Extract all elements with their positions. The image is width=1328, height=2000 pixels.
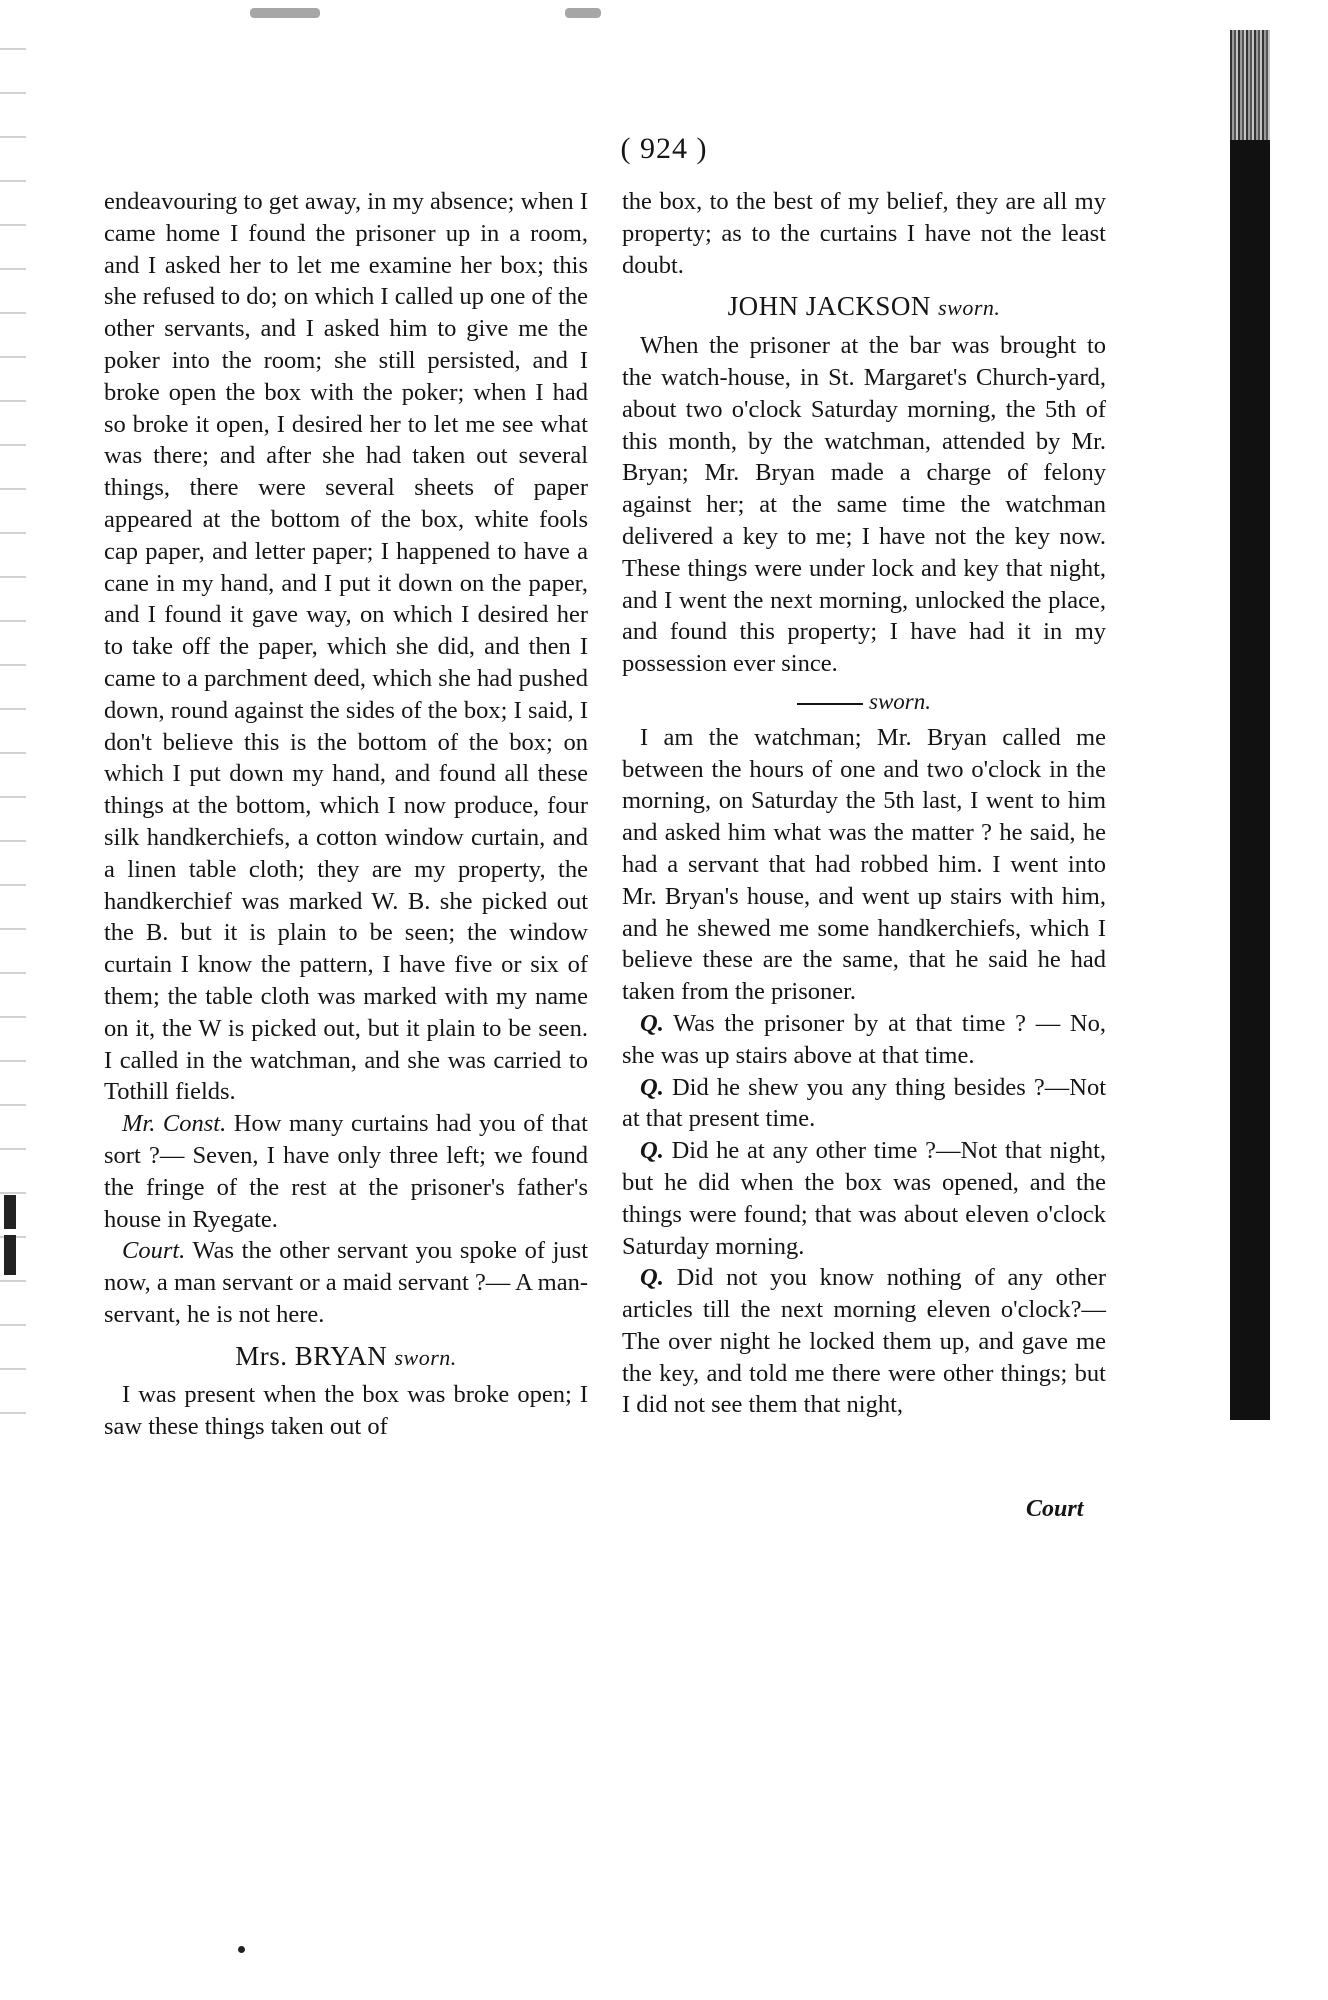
scan-top-blot bbox=[250, 8, 320, 18]
sworn-label: sworn. bbox=[938, 295, 1001, 321]
scan-left-mark bbox=[4, 1235, 16, 1275]
testimony-paragraph: I was present when the box was broke open; I saw these things taken out of bbox=[104, 1381, 588, 1441]
examination-paragraph bbox=[104, 1108, 588, 1235]
sworn-label: sworn. bbox=[394, 1344, 457, 1370]
question-mark-label: Q. bbox=[640, 1137, 664, 1165]
testimony-continuation: the box, to the best of my belief, they are all my property; as to the curtains I have not the least doubt. bbox=[622, 188, 1106, 279]
testimony-paragraph: When the prisoner at the bar was brought to the watch-house, in St. Margaret's Church-yard, about two o'clock Saturday morning, the 5th of this month, by the watchman, attended by Mr. Bryan; Mr. Bryan made a charge of felony against her; at the same time the watchman delivered a key to me; I have not the key now. These things were under lock and key that night, and I went the next morning, unlocked the place, and found this property; I have had it in my possession ever since. bbox=[622, 332, 1106, 678]
question-text: Was the prisoner by at that time ? — No, she was up stairs above at that time. bbox=[622, 1009, 1106, 1069]
witness-name: JOHN JACKSON bbox=[727, 291, 931, 322]
page-number: ( 924 ) bbox=[620, 132, 708, 165]
speaker-label: Mr. Const. bbox=[122, 1110, 227, 1138]
scan-dot bbox=[238, 1946, 245, 1953]
examination-text: How many curtains had you of that sort ?— Seven, I have only three left; we found the fringe of the rest at the prisoner's father's house in Ryegate. bbox=[104, 1110, 588, 1233]
question-text: Did he shew you any thing besides ?—Not at that present time. bbox=[622, 1073, 1106, 1133]
witness-name: Mrs. BRYAN bbox=[235, 1340, 388, 1371]
scan-edge-shadow bbox=[1230, 30, 1270, 1420]
testimony-paragraph: endeavouring to get away, in my absence; when I came home I found the prisoner up in a room, and I asked her to let me examine her box; this she refused to do; on which I called up one of the other servants, and I asked him to give me the poker into the room; she still persisted, and I broke open the box with the poker; when I had so broke it open, I desired her to let me see what was there; and after she had taken out several things, there were several sheets of paper appeared at the bottom of the box, white fools cap paper, and letter paper; I happened to have a cane in my hand, and I put it down on the paper, and I found it gave way, on which I desired her to take off the paper, which she did, and then I came to a parchment deed, which she had pushed down, round against the sides of the box; I said, I don't believe this is the bottom of the box; on which I put down my hand, and found all these things at the bottom, which I now produce, four silk handkerchiefs, a cotton window curtain, and a linen table cloth; they are my property, the handkerchief was marked W. B. she picked out the B. but it is plain to be seen; the window curtain I know the pattern, I have five or six of them; the table cloth was marked with my name on it, the W is picked out, but it plain to be seen. I called in the watchman, and she was carried to Tothill fields. bbox=[104, 188, 588, 1106]
question-mark-label: Q. bbox=[640, 1009, 664, 1037]
question-mark-label: Q. bbox=[640, 1264, 664, 1292]
name-dash-rule bbox=[797, 703, 863, 705]
question-text: Did not you know nothing of any other articles till the next morning eleven o'clock?—The over night he locked them up, and gave me the key, and told me there were other things; but I did not see them that night, bbox=[622, 1264, 1106, 1419]
sworn-label: sworn. bbox=[869, 688, 931, 714]
scan-edge-texture bbox=[1230, 30, 1270, 140]
court-question-paragraph bbox=[104, 1235, 588, 1330]
testimony-paragraph: I am the watchman; Mr. Bryan called me between the hours of one and two o'clock in the morning, on Saturday the 5th last, I went to him and asked him what was the matter ? he said, he had a servant that had robbed him. I went into Mr. Bryan's house, and went up stairs with him, and he shewed me some handkerchiefs, which I believe these are the same, that he said he had taken from the prisoner. bbox=[622, 723, 1106, 1006]
right-column bbox=[622, 186, 1106, 1421]
left-column bbox=[104, 186, 588, 1443]
catchword: Court bbox=[1026, 1496, 1084, 1522]
speaker-label: Court. bbox=[122, 1237, 186, 1265]
question-paragraph bbox=[622, 1262, 1106, 1421]
court-question-text: Was the other servant you spoke of just now, a man servant or a maid servant ?— A man-servant, he is not here. bbox=[104, 1237, 589, 1328]
witness-heading-unnamed bbox=[622, 686, 1106, 718]
witness-heading bbox=[622, 291, 1106, 324]
scan-left-mark bbox=[4, 1195, 16, 1229]
question-mark-label: Q. bbox=[640, 1073, 664, 1101]
question-paragraph bbox=[622, 1008, 1106, 1072]
question-text: Did he at any other time ?—Not that night, but he did when the box was opened, and the things were found; that was about eleven o'clock Saturday morning. bbox=[622, 1137, 1106, 1260]
witness-heading bbox=[104, 1341, 588, 1374]
scan-top-blot bbox=[565, 8, 601, 18]
question-paragraph bbox=[622, 1135, 1106, 1262]
question-paragraph bbox=[622, 1072, 1106, 1136]
